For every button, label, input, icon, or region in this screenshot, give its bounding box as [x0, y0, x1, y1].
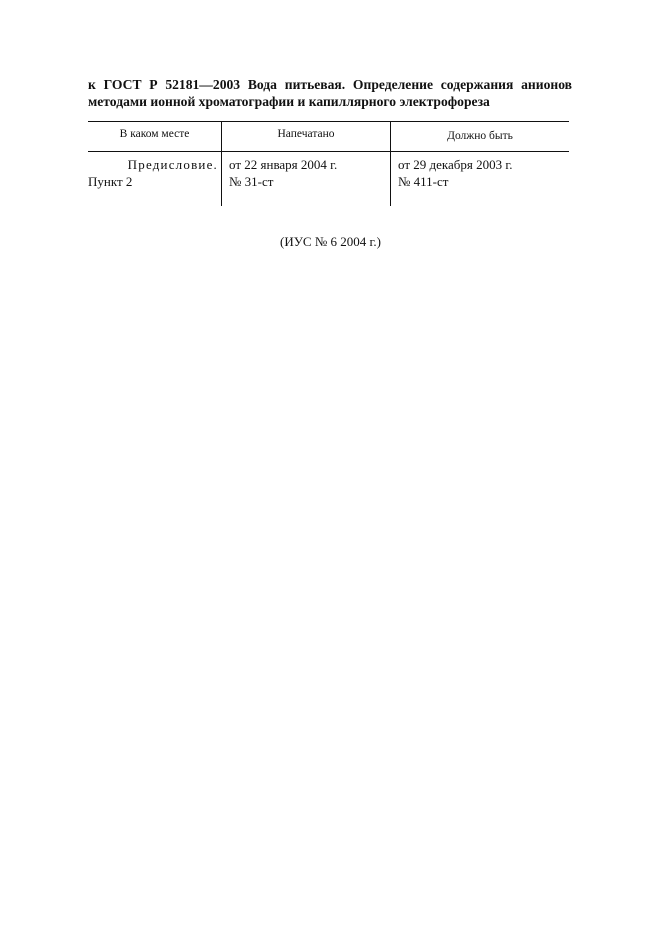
document-heading: [88, 76, 572, 110]
header-should-be: Должно быть: [447, 130, 513, 142]
heading-line-1: к ГОСТ Р 52181—2003 Вода питьевая. Определение содержания анионов: [88, 77, 572, 92]
cell-place-line-1: Предисловие.: [127, 157, 218, 172]
table-header-rule: [88, 151, 569, 152]
cell-place: [88, 156, 218, 190]
correction-table: [88, 121, 569, 206]
cell-should-be-line-1: от 29 декабря 2003 г.: [398, 157, 513, 172]
header-printed: Напечатано: [277, 128, 335, 140]
cell-place-line-2: Пункт 2: [88, 174, 133, 189]
header-place: В каком месте: [119, 128, 190, 140]
cell-should-be-line-2: № 411-ст: [398, 174, 449, 189]
heading-line-2: методами ионной хроматографии и капиллярного электрофореза: [88, 94, 490, 109]
source-note: (ИУС № 6 2004 г.): [280, 234, 381, 249]
cell-printed-line-1: от 22 января 2004 г.: [229, 157, 338, 172]
cell-should-be: [398, 156, 568, 190]
cell-printed: [229, 156, 389, 190]
table-top-rule: [88, 121, 569, 122]
cell-printed-line-2: № 31-ст: [229, 174, 274, 189]
